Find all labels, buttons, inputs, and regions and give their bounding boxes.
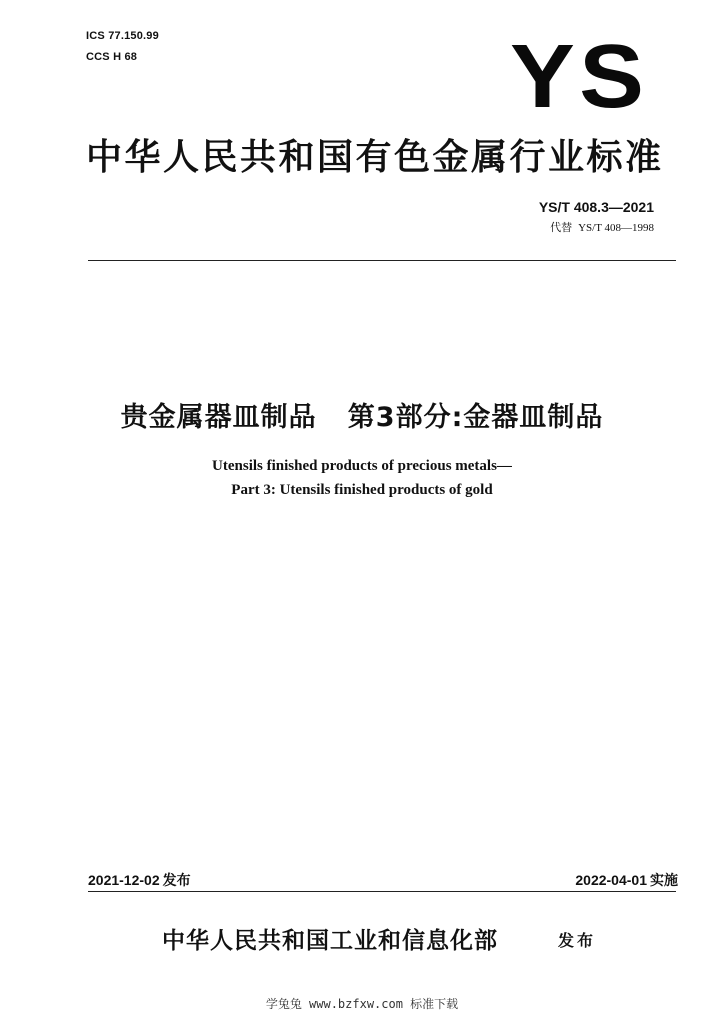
download-watermark: 学兔兔 www.bzfxw.com 标准下载 xyxy=(265,997,459,1011)
document-title-cn: 贵金属器皿制品 第3部分:金器皿制品 xyxy=(120,402,604,433)
implementation-date xyxy=(575,870,678,890)
document-title-en-line2: Part 3: Utensils finished products of gold xyxy=(231,482,493,498)
replaces-note xyxy=(550,219,654,235)
publish-label: 发布 xyxy=(558,931,597,950)
issuing-authority: 中华人民共和国工业和信息化部 xyxy=(162,927,498,954)
ys-logo: YS xyxy=(510,27,649,127)
replaces-code: YS/T 408—1998 xyxy=(578,222,654,234)
issue-date-label: 发布 xyxy=(162,873,191,889)
document-title-en-line1: Utensils finished products of precious metals— xyxy=(212,458,512,474)
bottom-divider xyxy=(88,891,676,892)
ccs-code: CCS H 68 xyxy=(86,51,138,63)
implementation-date-label: 实施 xyxy=(650,873,678,889)
standard-code: YS/T 408.3—2021 xyxy=(538,199,654,215)
replaces-label: 代替 xyxy=(550,221,573,234)
issue-date-value: 2021-12-02 xyxy=(88,872,160,888)
ics-code: ICS 77.150.99 xyxy=(86,30,159,42)
standard-title: 中华人民共和国有色金属行业标准 xyxy=(86,137,664,178)
implementation-date-value: 2022-04-01 xyxy=(575,872,647,888)
issue-date xyxy=(88,870,191,890)
top-divider xyxy=(88,260,676,261)
